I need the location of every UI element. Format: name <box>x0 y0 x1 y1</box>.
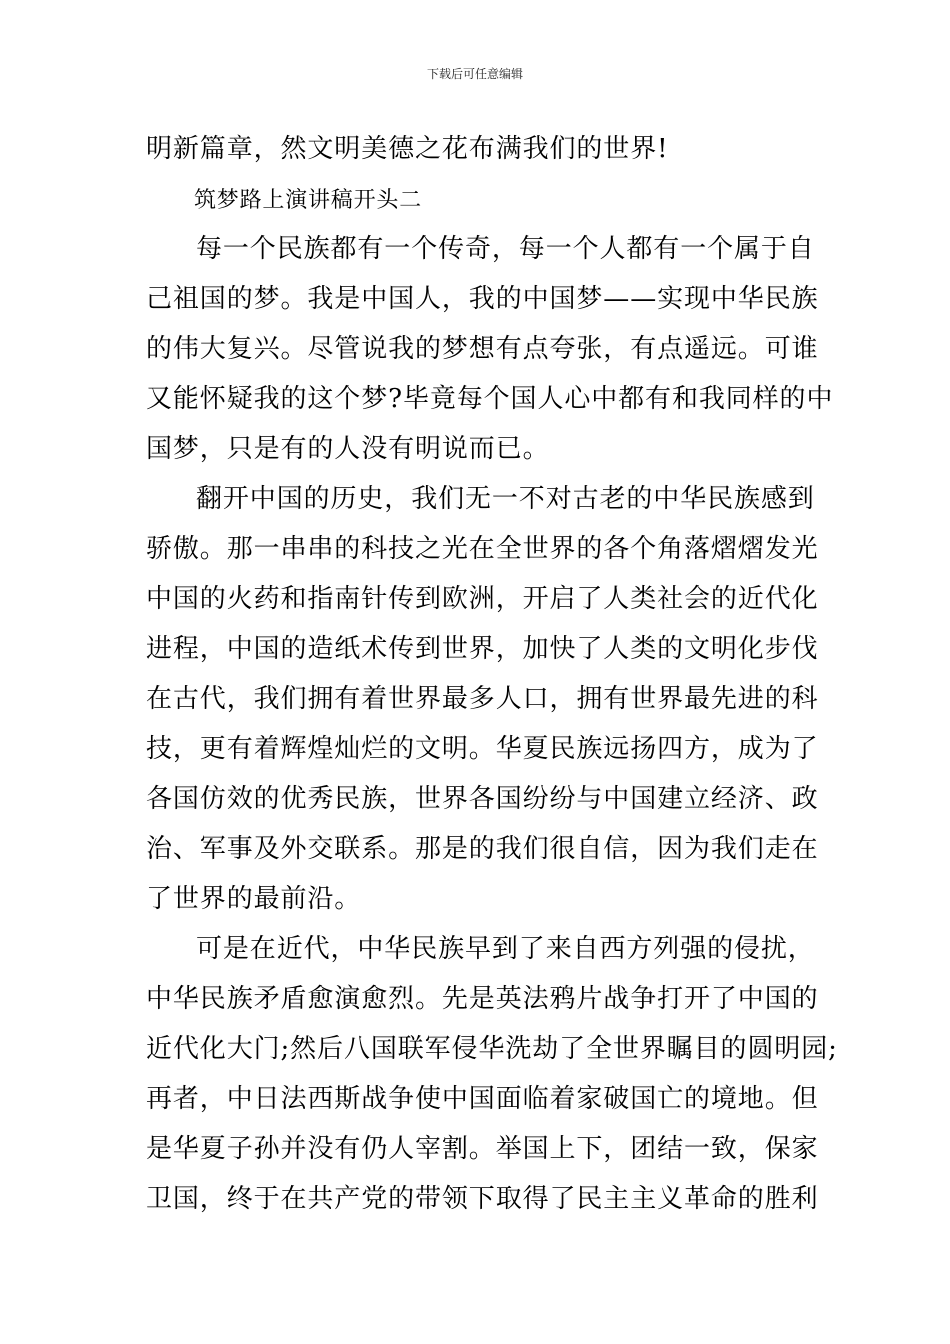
paragraph-1-line-2: 己祖国的梦。我是中国人，我的中国梦——实现中华民族 <box>146 284 819 314</box>
paragraph-2-line-8: 治、军事及外交联系。那是的我们很自信，因为我们走在 <box>146 834 819 864</box>
paragraph-3-line-5: 是华夏子孙并没有仍人宰割。举国上下，团结一致，保家 <box>146 1134 819 1164</box>
paragraph-2-line-4: 进程，中国的造纸术传到世界，加快了人类的文明化步伐 <box>146 634 819 664</box>
paragraph-1-line-4: 又能怀疑我的这个梦?毕竟每个国人心中都有和我同样的中 <box>146 384 834 414</box>
paragraph-2-line-7: 各国仿效的优秀民族，世界各国纷纷与中国建立经济、政 <box>146 784 819 814</box>
paragraph-3-line-1: 可是在近代，中华民族早到了来自西方列强的侵扰， <box>196 934 815 964</box>
paragraph-2-line-2: 骄傲。那一串串的科技之光在全世界的各个角落熠熠发光 <box>146 534 819 564</box>
paragraph-3-line-3: 近代化大门;然后八国联军侵华洗劫了全世界瞩目的圆明园; <box>146 1034 838 1064</box>
paragraph-3-line-4: 再者，中日法西斯战争使中国面临着家破国亡的境地。但 <box>146 1084 819 1114</box>
paragraph-2-line-9: 了世界的最前沿。 <box>146 884 362 914</box>
paragraph-2-line-6: 技，更有着辉煌灿烂的文明。华夏民族远扬四方，成为了 <box>146 734 819 764</box>
page-header: 下载后可任意编辑 <box>426 67 523 81</box>
paragraph-2-line-3: 中国的火药和指南针传到欧洲，开启了人类社会的近代化 <box>146 584 819 614</box>
paragraph-3-line-6: 卫国，终于在共产党的带领下取得了民主主义革命的胜利 <box>146 1184 819 1214</box>
paragraph-1-line-5: 国梦，只是有的人没有明说而已。 <box>146 434 550 464</box>
opening-line: 明新篇章，然文明美德之花布满我们的世界! <box>146 134 669 164</box>
paragraph-1-line-1: 每一个民族都有一个传奇，每一个人都有一个属于自 <box>196 234 815 264</box>
paragraph-2-line-1: 翻开中国的历史，我们无一不对古老的中华民族感到 <box>196 484 815 514</box>
section-title: 筑梦路上演讲稿开头二 <box>194 188 423 213</box>
paragraph-1-line-3: 的伟大复兴。尽管说我的梦想有点夸张，有点遥远。可谁 <box>146 334 819 364</box>
paragraph-2-line-5: 在古代，我们拥有着世界最多人口，拥有世界最先进的科 <box>146 684 819 714</box>
paragraph-3-line-2: 中华民族矛盾愈演愈烈。先是英法鸦片战争打开了中国的 <box>146 984 819 1014</box>
